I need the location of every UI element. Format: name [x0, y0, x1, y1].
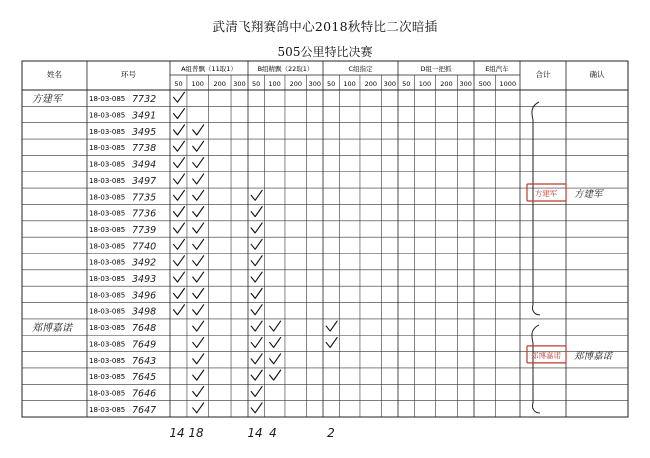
ring-suffix: 3496: [132, 290, 157, 302]
check-mark: [193, 370, 204, 380]
check-mark: [173, 158, 184, 168]
check-mark: [173, 125, 184, 135]
subcolumn-header: 100: [418, 80, 432, 88]
group-header: D组一把抓: [420, 65, 452, 73]
subcolumn-header: 50: [252, 80, 261, 88]
page-title: 武清飞翔赛鸽中心2018秋特比二次暗插: [212, 19, 438, 34]
ring-suffix: 7649: [132, 339, 157, 351]
ring-suffix: 3494: [132, 159, 157, 171]
check-mark: [193, 288, 204, 298]
ring-prefix: 18-03-085: [89, 324, 126, 333]
check-mark: [193, 207, 204, 217]
check-mark: [251, 386, 262, 396]
check-mark: [270, 321, 281, 331]
ring-suffix: 3493: [132, 274, 157, 286]
check-mark: [173, 92, 184, 102]
subcolumn-header: 200: [213, 80, 226, 88]
check-mark: [326, 321, 337, 331]
header-name: 姓名: [47, 70, 62, 79]
check-mark: [270, 370, 281, 380]
check-mark: [193, 158, 204, 168]
check-mark: [173, 207, 184, 217]
ring-suffix: 7736: [132, 208, 157, 220]
header-total: 合计: [535, 70, 551, 79]
ring-prefix: 18-03-085: [89, 111, 126, 120]
total-a50: 14: [169, 426, 185, 440]
header-confirm: 确认: [589, 70, 605, 79]
page-subtitle: 505公里特比决赛: [277, 45, 373, 59]
check-mark: [173, 272, 184, 282]
subcolumn-header: 500: [478, 80, 492, 88]
check-mark: [251, 272, 262, 282]
check-mark: [173, 256, 184, 266]
check-mark: [173, 305, 184, 315]
header-ring: 环号: [121, 70, 136, 79]
check-mark: [193, 337, 204, 347]
group-bracket: [532, 102, 540, 315]
ring-suffix: 3497: [132, 175, 157, 187]
ring-suffix: 7735: [132, 192, 157, 204]
subcolumn-header: 100: [191, 80, 204, 88]
ring-prefix: 18-03-085: [89, 275, 126, 284]
check-mark: [251, 223, 262, 233]
check-mark: [251, 354, 262, 364]
ring-prefix: 18-03-085: [89, 307, 126, 316]
subcolumn-header: 300: [383, 80, 397, 88]
ring-prefix: 18-03-085: [89, 160, 126, 169]
subcolumn-header: 300: [308, 80, 322, 88]
ring-prefix: 18-03-085: [89, 242, 126, 251]
check-mark: [193, 386, 204, 396]
ring-suffix: 7739: [132, 224, 157, 236]
total-b50: 14: [247, 426, 263, 440]
ring-suffix: 3498: [132, 306, 157, 318]
check-mark: [251, 321, 262, 331]
check-mark: [251, 239, 262, 249]
ring-suffix: 7648: [132, 323, 157, 335]
ring-prefix: 18-03-085: [89, 127, 126, 136]
ring-prefix: 18-03-085: [89, 389, 126, 398]
check-mark: [193, 354, 204, 364]
check-mark: [251, 190, 262, 200]
check-mark: [251, 288, 262, 298]
check-mark: [193, 141, 204, 151]
check-mark: [193, 223, 204, 233]
ring-prefix: 18-03-085: [89, 356, 126, 365]
stamp-text: 郑博嘉诺: [531, 350, 561, 360]
subcolumn-header: 100: [268, 80, 281, 88]
owner-name: 方建军: [32, 94, 62, 106]
check-mark: [251, 207, 262, 217]
ring-suffix: 7647: [132, 404, 157, 416]
ring-prefix: 18-03-085: [89, 291, 126, 300]
check-mark: [173, 288, 184, 298]
group-header: A组普飘（11取1）: [181, 65, 237, 73]
check-mark: [193, 190, 204, 200]
signature: 方建军: [574, 189, 603, 201]
check-mark: [251, 370, 262, 380]
ring-prefix: 18-03-085: [89, 373, 126, 382]
ring-suffix: 7646: [132, 388, 157, 400]
ring-prefix: 18-03-085: [89, 176, 126, 185]
ring-suffix: 7645: [132, 372, 157, 384]
signature: 郑博嘉诺: [574, 350, 613, 362]
subcolumn-header: 50: [174, 80, 183, 88]
check-mark: [193, 174, 204, 184]
check-mark: [251, 256, 262, 266]
ring-prefix: 18-03-085: [89, 225, 126, 234]
check-mark: [251, 337, 262, 347]
check-mark: [193, 403, 204, 413]
subcolumn-header: 50: [327, 80, 336, 88]
subcolumn-header: 300: [459, 80, 472, 88]
subcolumn-header: 1000: [499, 80, 517, 88]
subcolumn-header: 50: [402, 80, 411, 88]
check-mark: [193, 321, 204, 331]
ring-prefix: 18-03-085: [89, 209, 126, 218]
ring-suffix: 3492: [132, 257, 157, 269]
subcolumn-header: 100: [343, 80, 356, 88]
ring-suffix: 7732: [132, 94, 157, 106]
group-header: E组汽车: [485, 65, 509, 73]
total-b100: 4: [269, 426, 277, 440]
ring-prefix: 18-03-085: [89, 340, 126, 349]
group-header: C组指定: [348, 65, 373, 73]
check-mark: [173, 223, 184, 233]
stamp-text: 方建军: [534, 189, 558, 199]
subcolumn-header: 200: [364, 80, 378, 88]
check-mark: [251, 403, 262, 413]
check-mark: [326, 337, 337, 347]
ring-suffix: 7643: [132, 355, 157, 367]
check-mark: [173, 239, 184, 249]
check-mark: [173, 174, 184, 184]
ring-suffix: 3491: [132, 110, 157, 122]
ring-suffix: 7740: [132, 241, 157, 253]
owner-name: 郑博嘉诺: [32, 323, 72, 335]
ring-suffix: 7738: [132, 143, 157, 155]
total-c50: 2: [327, 426, 335, 440]
ring-prefix: 18-03-085: [89, 144, 126, 153]
subcolumn-header: 200: [440, 80, 453, 88]
check-mark: [173, 109, 184, 119]
check-mark: [251, 305, 262, 315]
ring-prefix: 18-03-085: [89, 193, 126, 202]
check-mark: [193, 305, 204, 315]
group-bracket: [532, 325, 540, 413]
check-mark: [193, 256, 204, 266]
check-mark: [193, 125, 204, 135]
ring-prefix: 18-03-085: [89, 258, 126, 267]
ring-prefix: 18-03-085: [89, 95, 126, 104]
check-mark: [173, 190, 184, 200]
subcolumn-header: 200: [289, 80, 303, 88]
check-mark: [193, 239, 204, 249]
ring-suffix: 3495: [132, 126, 157, 138]
subcolumn-header: 300: [233, 80, 246, 88]
ring-prefix: 18-03-085: [89, 405, 126, 414]
total-a100: 18: [188, 426, 204, 440]
check-mark: [270, 354, 281, 364]
check-mark: [173, 141, 184, 151]
check-mark: [270, 337, 281, 347]
check-mark: [193, 272, 204, 282]
group-header: B组精飘（22取1）: [257, 65, 314, 73]
